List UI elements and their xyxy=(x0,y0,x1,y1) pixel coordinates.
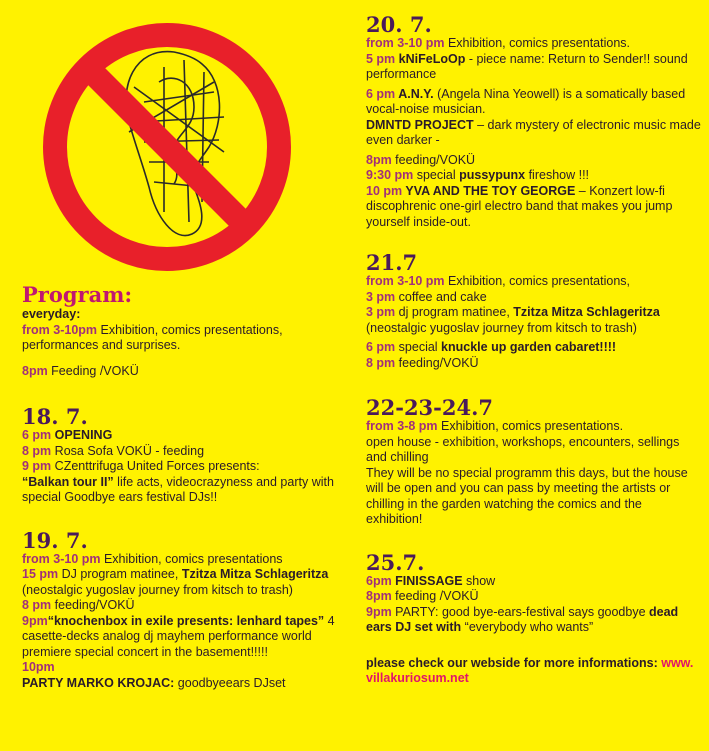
bold-text: Tzitza Mitza Schlageritza xyxy=(181,567,329,581)
time: 8 pm xyxy=(22,598,52,612)
text: (Angela Nina Yeowell) is a somatically based vocal-noise musician. xyxy=(366,86,686,116)
bold-text: PARTY MARKO KROJAC: xyxy=(22,675,175,690)
bold-text: knuckle up garden cabaret!!!! xyxy=(441,340,617,354)
text: feeding/VOKÜ xyxy=(395,355,479,370)
text: special xyxy=(395,340,442,354)
text: goodbyeears DJset xyxy=(174,675,286,690)
time: 6 pm xyxy=(22,428,52,442)
text: DJ program matinee, xyxy=(58,567,182,581)
text: Exhibition, comics presentations, performances and surprises. xyxy=(22,322,283,352)
text: – Konzert low-fi discophrenic one-girl electro band that makes you jump yourself inside-out. xyxy=(366,183,673,229)
text: coffee and cake xyxy=(395,289,487,304)
date-25: 25.7. xyxy=(366,549,425,575)
text: Exhibition, comics presentations. xyxy=(437,419,624,433)
everyday-label: everyday: xyxy=(22,307,81,321)
text: fireshow !!! xyxy=(525,168,590,182)
time: 6 pm xyxy=(366,340,396,354)
time: 3 pm xyxy=(366,305,396,319)
text: dj program matinee, xyxy=(395,305,514,319)
text: Feeding /VOKÜ xyxy=(47,363,139,378)
date-21: 21.7 xyxy=(366,250,418,275)
bold-text: A.N.Y. xyxy=(395,86,434,101)
time: from 3-10 pm xyxy=(366,36,445,50)
time: 6pm xyxy=(366,573,392,588)
time: from 3-10pm xyxy=(22,322,98,337)
text: feeding/VOKÜ xyxy=(51,598,135,612)
text: life acts, videocrazyness and party with special Goodbye ears festival DJs!! xyxy=(22,474,334,504)
bold-text: DMNTD PROJECT xyxy=(366,117,474,132)
no-ear-sign-icon xyxy=(24,12,310,282)
time: 9 pm xyxy=(22,459,52,473)
text: 4 casette-decks analog dj mayhem performance world premiere special concert in the basement!!!!! xyxy=(22,613,335,659)
text: special xyxy=(413,168,460,182)
time: 8 pm xyxy=(22,443,52,458)
footer-note xyxy=(366,656,701,687)
text: PARTY: good bye-ears-festival says goodbye xyxy=(391,604,650,619)
time: 10pm xyxy=(22,660,55,674)
time: from 3-10 pm xyxy=(22,551,101,566)
text: (neostalgic yugoslav journey from kitsch to trash) xyxy=(22,582,293,597)
time: 8 pm xyxy=(366,355,396,370)
program-title: Program: xyxy=(22,282,133,307)
time: 5 pm xyxy=(366,51,396,66)
time: 8pm xyxy=(366,589,392,603)
footer-text: please check our webside for more informations: xyxy=(366,655,662,670)
time: 9pm xyxy=(366,604,392,619)
left-column xyxy=(22,283,342,691)
text: feeding/VOKÜ xyxy=(391,152,476,167)
bold-text: lenhard tapes” xyxy=(236,613,325,628)
time: 6 pm xyxy=(366,86,396,101)
date-18: 18. 7. xyxy=(22,404,88,429)
time: 8pm xyxy=(366,152,392,167)
text: Exhibition, comics presentations. xyxy=(444,36,631,50)
text: feeding /VOKÜ xyxy=(391,589,479,603)
text: open house - exhibition, workshops, encounters, sellings and chilling xyxy=(366,434,680,464)
time: 8pm xyxy=(22,363,48,378)
bold-text: YVA AND THE TOY GEORGE xyxy=(402,183,576,198)
text: Exhibition, comics presentations xyxy=(100,551,283,566)
text: OPENING xyxy=(51,428,113,442)
time: 15 pm xyxy=(22,567,59,581)
time: 10 pm xyxy=(366,183,403,198)
text: “everybody who wants” xyxy=(461,620,594,634)
bold-text: FINISSAGE xyxy=(391,573,463,588)
time: 9pm xyxy=(22,613,48,628)
time: from 3-8 pm xyxy=(366,419,438,433)
text: CZenttrifuga United Forces presents: xyxy=(51,459,260,473)
time: from 3-10 pm xyxy=(366,274,445,288)
text: - piece name: Return to Sender!! sound performance xyxy=(366,51,688,81)
right-column xyxy=(366,14,701,687)
time: 3 pm xyxy=(366,289,396,304)
text: show xyxy=(462,573,496,588)
bold-text: Tzitza Mitza Schlageritza xyxy=(513,305,660,319)
text: – dark mystery of electronic music made even darker - xyxy=(366,117,701,147)
text: “knochenbox in exile presents: xyxy=(47,613,237,628)
text: Exhibition, comics presentations, xyxy=(444,274,631,288)
text: (neostalgic yugoslav journey from kitsch to trash) xyxy=(366,320,637,335)
website-link[interactable]: www. villakuriosum.net xyxy=(366,655,694,685)
time: 9:30 pm xyxy=(366,168,414,182)
date-19: 19. 7. xyxy=(22,527,88,553)
bold-text: dead ears DJ set with xyxy=(366,604,679,634)
text: They will be no special programm this days, but the house will be open and you can pass by meeting the artists or chilling in the garden watching the comics and the exhibition! xyxy=(366,465,688,526)
bold-text: kNiFeLoOp xyxy=(395,51,466,66)
date-22-24: 22-23-24.7 xyxy=(366,395,494,420)
bold-text: “Balkan tour II” xyxy=(22,474,114,489)
text: Rosa Sofa VOKÜ - feeding xyxy=(51,443,205,458)
bold-text: pussypunx xyxy=(459,168,526,182)
date-20: 20. 7. xyxy=(366,12,432,37)
